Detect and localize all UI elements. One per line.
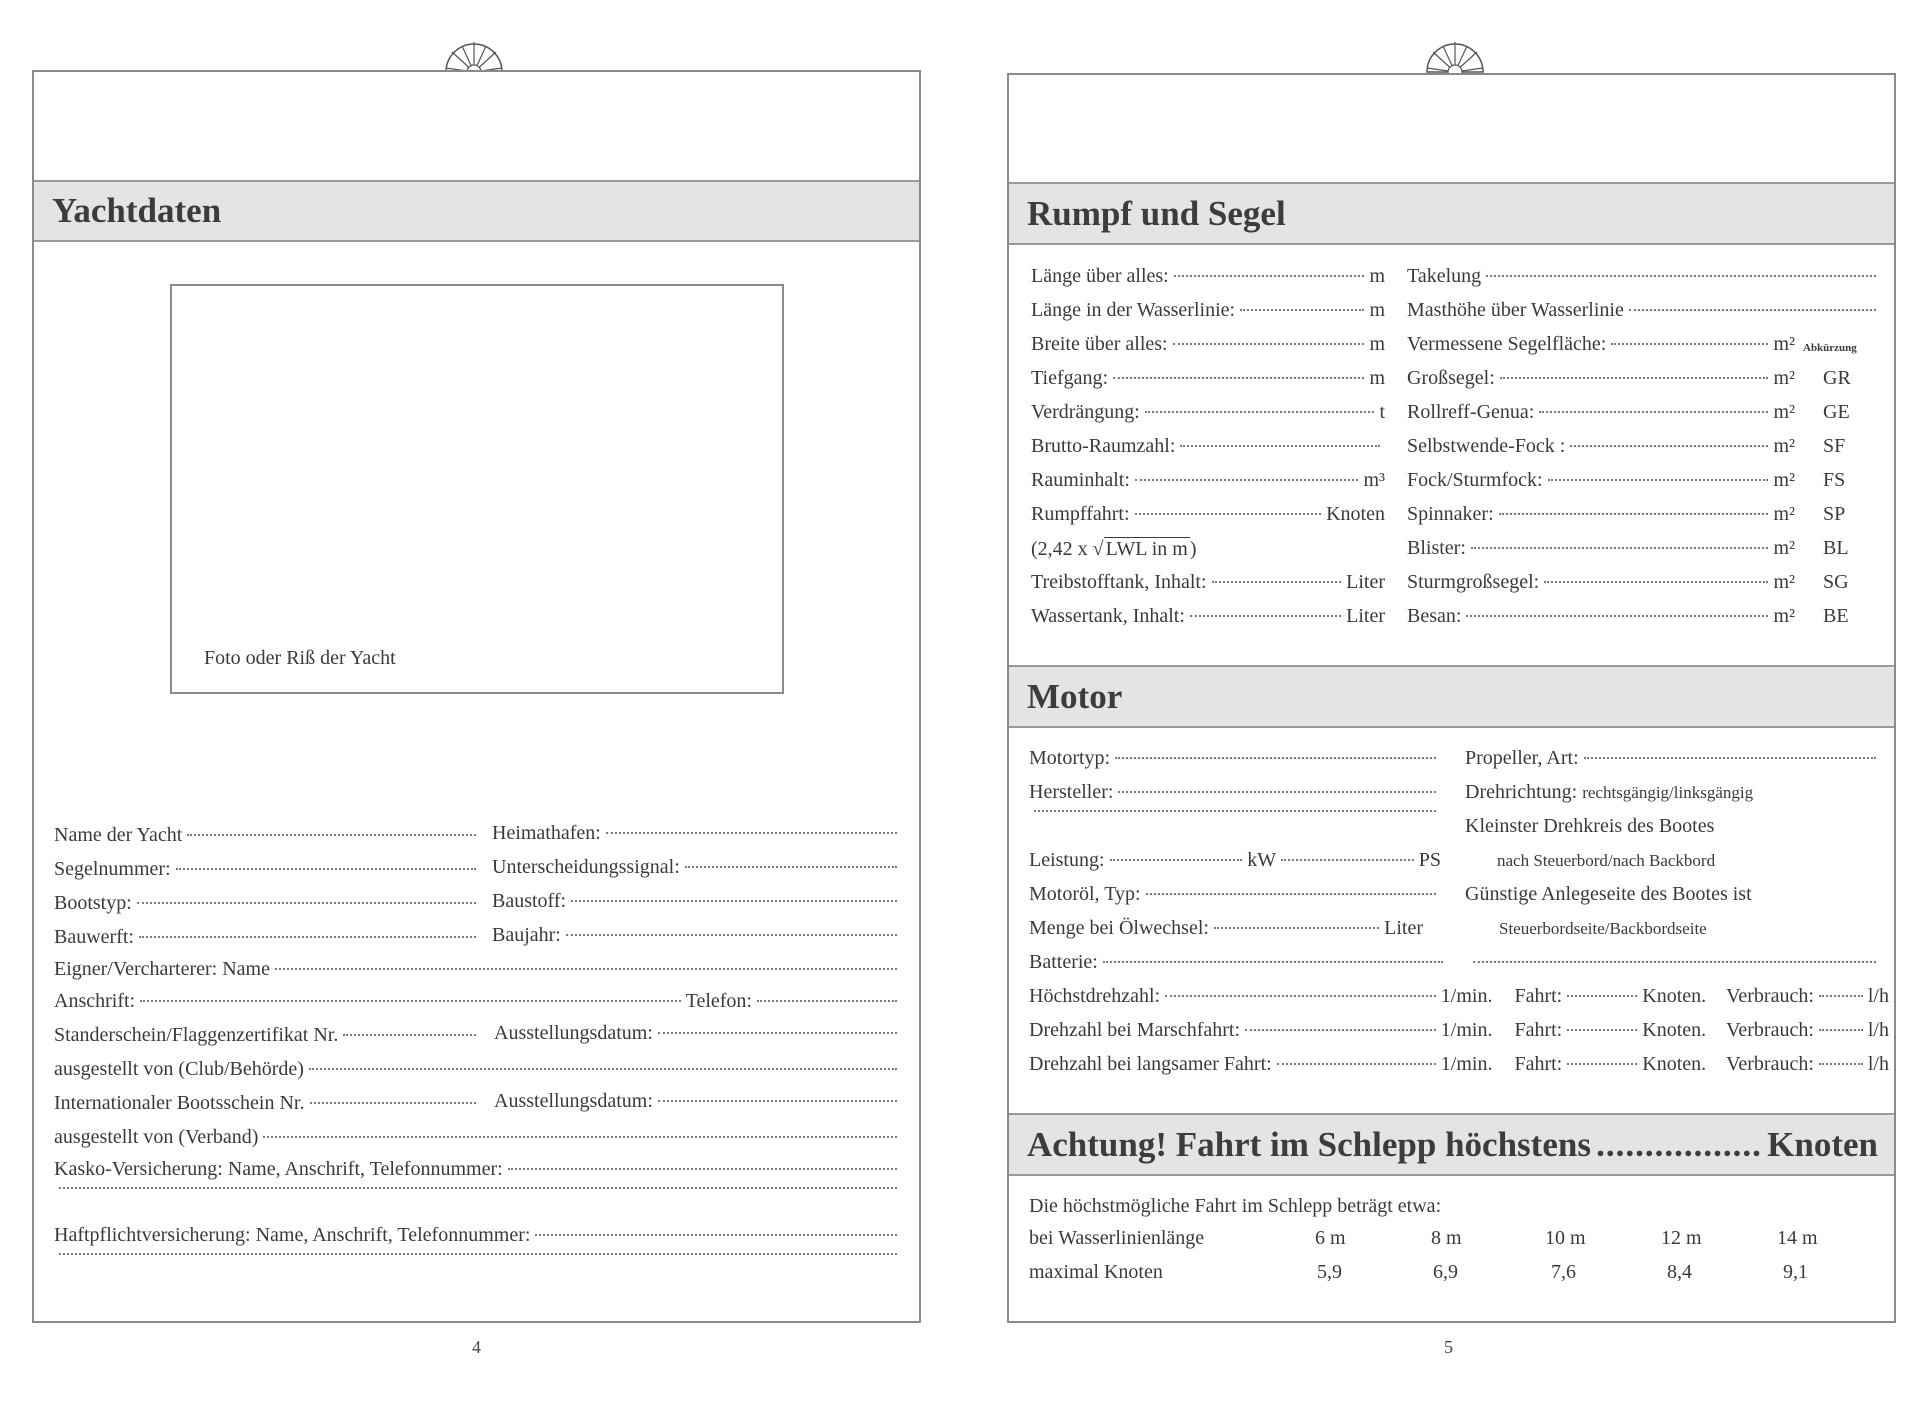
field-haftpflicht[interactable]: Haftpflichtversicherung: Name, Anschrift, Telefonnummer: — [54, 1224, 902, 1247]
field-ausgestellt-club[interactable]: ausgestellt von (Club/Behörde) — [54, 1058, 902, 1081]
drehkreis-options[interactable]: nach Steuerbord/nach Backbord — [1497, 851, 1716, 870]
field-haftpflicht-cont[interactable] — [54, 1258, 902, 1260]
field-masthoehe[interactable]: Masthöhe über Wasserlinie — [1407, 299, 1881, 322]
abbr-bl: BL — [1823, 537, 1849, 559]
tow-length-cell: 8 m — [1431, 1227, 1462, 1249]
field-kasko[interactable]: Kasko-Versicherung: Name, Anschrift, Telefonnummer: — [54, 1158, 902, 1181]
field-bootstyp[interactable]: Bootstyp: — [54, 892, 481, 915]
tow-row-label-length: bei Wasserlinienlänge — [1029, 1227, 1205, 1249]
section-title-yachtdaten: Yachtdaten — [34, 180, 919, 242]
field-wassertank[interactable]: Wassertank, Inhalt: Liter — [1031, 605, 1385, 627]
field-ausstellungsdatum-2[interactable]: Ausstellungsdatum: — [494, 1090, 902, 1113]
tow-knots-cell: 5,9 — [1317, 1261, 1342, 1283]
row-langsame-fahrt[interactable]: Drehzahl bei langsamer Fahrt: 1/min. Fahrt: Knoten. Verbrauch: l/h — [1029, 1053, 1889, 1075]
field-segelflaeche[interactable]: Vermessene Segelfläche: m² — [1407, 333, 1795, 355]
field-besan[interactable]: Besan: m² — [1407, 605, 1795, 627]
field-unterscheidungssignal[interactable]: Unterscheidungssignal: — [492, 856, 902, 879]
page-rumpf-motor — [1007, 73, 1896, 1323]
field-hersteller-cont[interactable] — [1029, 815, 1441, 817]
field-selbstwende-fock[interactable]: Selbstwende-Fock : m² — [1407, 435, 1795, 457]
field-heimathafen[interactable]: Heimathafen: — [492, 822, 902, 845]
abbr-be: BE — [1823, 605, 1849, 627]
abkuerzung-header: Abkürzung — [1803, 342, 1857, 354]
tow-length-cell: 10 m — [1545, 1227, 1586, 1249]
tow-intro: Die höchstmögliche Fahrt im Schlepp beträgt etwa: — [1029, 1195, 1442, 1217]
field-verdraengung[interactable]: Verdrängung: t — [1031, 401, 1385, 423]
abbr-gr: GR — [1823, 367, 1851, 389]
field-drehrichtung[interactable]: Drehrichtung: rechtsgängig/linksgängig — [1465, 781, 1754, 803]
field-ausstellungsdatum-1[interactable]: Ausstellungsdatum: — [494, 1022, 902, 1045]
anlegeseite-label: Günstige Anlegeseite des Bootes ist — [1465, 883, 1752, 905]
compass-rose-icon — [1423, 38, 1487, 74]
field-laenge-ueber-alles[interactable]: Länge über alles: m — [1031, 265, 1385, 287]
field-segelnummer[interactable]: Segelnummer: — [54, 858, 481, 881]
tow-knots-cell: 7,6 — [1551, 1261, 1576, 1283]
tow-knots-cell: 8,4 — [1667, 1261, 1692, 1283]
field-baustoff[interactable]: Baustoff: — [492, 890, 902, 913]
tow-length-cell: 12 m — [1661, 1227, 1702, 1249]
photo-frame[interactable] — [170, 284, 784, 694]
field-batterie[interactable]: Batterie: — [1029, 951, 1881, 974]
section-title-motor: Motor — [1009, 665, 1894, 728]
page-number: 5 — [1444, 1337, 1453, 1357]
field-brutto-raumzahl[interactable]: Brutto-Raumzahl: — [1031, 435, 1385, 458]
field-eigner[interactable]: Eigner/Vercharterer: Name — [54, 958, 902, 981]
field-treibstofftank[interactable]: Treibstofftank, Inhalt: Liter — [1031, 571, 1385, 593]
page-yachtdaten — [32, 70, 921, 1323]
field-spinnaker[interactable]: Spinnaker: m² — [1407, 503, 1795, 525]
section-title-achtung — [1009, 1113, 1894, 1176]
field-rumpffahrt[interactable]: Rumpffahrt: Knoten — [1031, 503, 1385, 525]
abbr-sg: SG — [1823, 571, 1849, 593]
field-propeller[interactable]: Propeller, Art: — [1465, 747, 1881, 770]
field-leistung[interactable]: Leistung: kW PS — [1029, 849, 1441, 871]
achtung-dots[interactable]: ................. — [1596, 1124, 1762, 1164]
abbr-sp: SP — [1823, 503, 1846, 525]
field-grosssegel[interactable]: Großsegel: m² — [1407, 367, 1795, 389]
field-blister[interactable]: Blister: m² — [1407, 537, 1795, 559]
tow-length-cell: 6 m — [1315, 1227, 1346, 1249]
field-breite[interactable]: Breite über alles: m — [1031, 333, 1385, 355]
tow-speed-table — [1029, 1227, 1889, 1297]
field-fock-sturmfock[interactable]: Fock/Sturmfock: m² — [1407, 469, 1795, 491]
section-title-rumpf-und-segel: Rumpf und Segel — [1009, 182, 1894, 245]
field-anschrift[interactable]: Anschrift: Telefon: — [54, 990, 902, 1013]
field-standerschein[interactable]: Standerschein/Flaggenzertifikat Nr. — [54, 1024, 481, 1047]
photo-caption: Foto oder Riß der Yacht — [204, 647, 396, 669]
page-number: 4 — [472, 1337, 481, 1357]
field-rauminhalt[interactable]: Rauminhalt: m³ — [1031, 469, 1385, 491]
row-marschfahrt[interactable]: Drehzahl bei Marschfahrt: 1/min. Fahrt: Knoten. Verbrauch: l/h — [1029, 1019, 1889, 1041]
field-baujahr[interactable]: Baujahr: — [492, 924, 902, 947]
field-bootsschein[interactable]: Internationaler Bootsschein Nr. — [54, 1092, 481, 1115]
field-name-der-yacht[interactable]: Name der Yacht — [54, 824, 481, 847]
formula-rumpffahrt: (2,42 x √ LWL in m ) — [1031, 538, 1197, 560]
tow-knots-cell: 6,9 — [1433, 1261, 1458, 1283]
field-bauwerft[interactable]: Bauwerft: — [54, 926, 481, 949]
tow-length-cell: 14 m — [1777, 1227, 1818, 1249]
achtung-title: Achtung! Fahrt im Schlepp höchstens — [1027, 1124, 1591, 1164]
drehrichtung-options: rechtsgängig/linksgängig — [1582, 783, 1754, 802]
field-laenge-wasserlinie[interactable]: Länge in der Wasserlinie: m — [1031, 299, 1385, 321]
abbr-ge: GE — [1823, 401, 1850, 423]
field-oelwechsel[interactable]: Menge bei Ölwechsel: Liter — [1029, 917, 1423, 939]
field-motoroel[interactable]: Motoröl, Typ: — [1029, 883, 1441, 906]
field-hersteller[interactable]: Hersteller: — [1029, 781, 1441, 804]
field-sturmgrosssegel[interactable]: Sturmgroßsegel: m² — [1407, 571, 1795, 593]
abbr-fs: FS — [1823, 469, 1846, 491]
compass-rose-icon — [442, 38, 506, 74]
anlegeseite-options[interactable]: Steuerbordseite/Backbordseite — [1499, 919, 1707, 938]
tow-knots-cell: 9,1 — [1783, 1261, 1808, 1283]
field-motortyp[interactable]: Motortyp: — [1029, 747, 1441, 770]
field-kasko-cont[interactable] — [54, 1192, 902, 1194]
field-ausgestellt-verband[interactable]: ausgestellt von (Verband) — [54, 1126, 902, 1149]
drehkreis-label: Kleinster Drehkreis des Bootes — [1465, 815, 1715, 837]
abbr-sf: SF — [1823, 435, 1846, 457]
field-tiefgang[interactable]: Tiefgang: m — [1031, 367, 1385, 389]
achtung-unit: Knoten — [1767, 1124, 1878, 1164]
tow-row-label-knots: maximal Knoten — [1029, 1261, 1163, 1283]
row-hoechstdrehzahl[interactable]: Höchstdrehzahl: 1/min. Fahrt: Knoten. Verbrauch: l/h — [1029, 985, 1889, 1007]
field-takelung[interactable]: Takelung — [1407, 265, 1881, 288]
telefon-label: Telefon: — [685, 990, 752, 1012]
field-rollreff-genua[interactable]: Rollreff-Genua: m² — [1407, 401, 1795, 423]
